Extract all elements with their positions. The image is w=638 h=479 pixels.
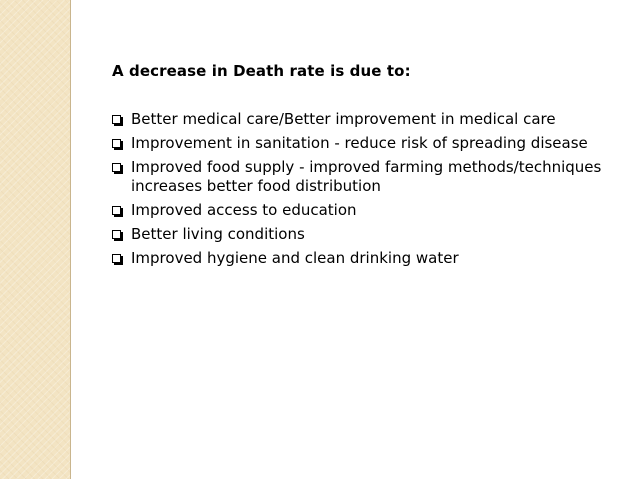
bullet-text: Improved hygiene and clean drinking water (131, 249, 459, 267)
bullet-list (112, 110, 602, 273)
side-band-divider (70, 0, 71, 479)
square-bullet-icon (112, 115, 121, 124)
bullet-text: Improved access to education (131, 201, 357, 219)
bullet-item (112, 249, 602, 268)
bullet-text: Better living conditions (131, 225, 305, 243)
bullet-text: Better medical care/Better improvement in medical care (131, 110, 556, 128)
square-bullet-icon (112, 139, 121, 148)
square-bullet-icon (112, 254, 121, 263)
decorative-side-band (0, 0, 70, 479)
bullet-text: Improved food supply - improved farming methods/techniques increases better food distribution (131, 158, 602, 195)
bullet-item (112, 225, 602, 244)
slide-heading: A decrease in Death rate is due to: (112, 62, 411, 80)
bullet-text: Improvement in sanitation - reduce risk of spreading disease (131, 134, 588, 152)
bullet-item (112, 134, 602, 153)
square-bullet-icon (112, 206, 121, 215)
bullet-item (112, 110, 602, 129)
square-bullet-icon (112, 230, 121, 239)
square-bullet-icon (112, 163, 121, 172)
bullet-item (112, 158, 602, 196)
bullet-item (112, 201, 602, 220)
